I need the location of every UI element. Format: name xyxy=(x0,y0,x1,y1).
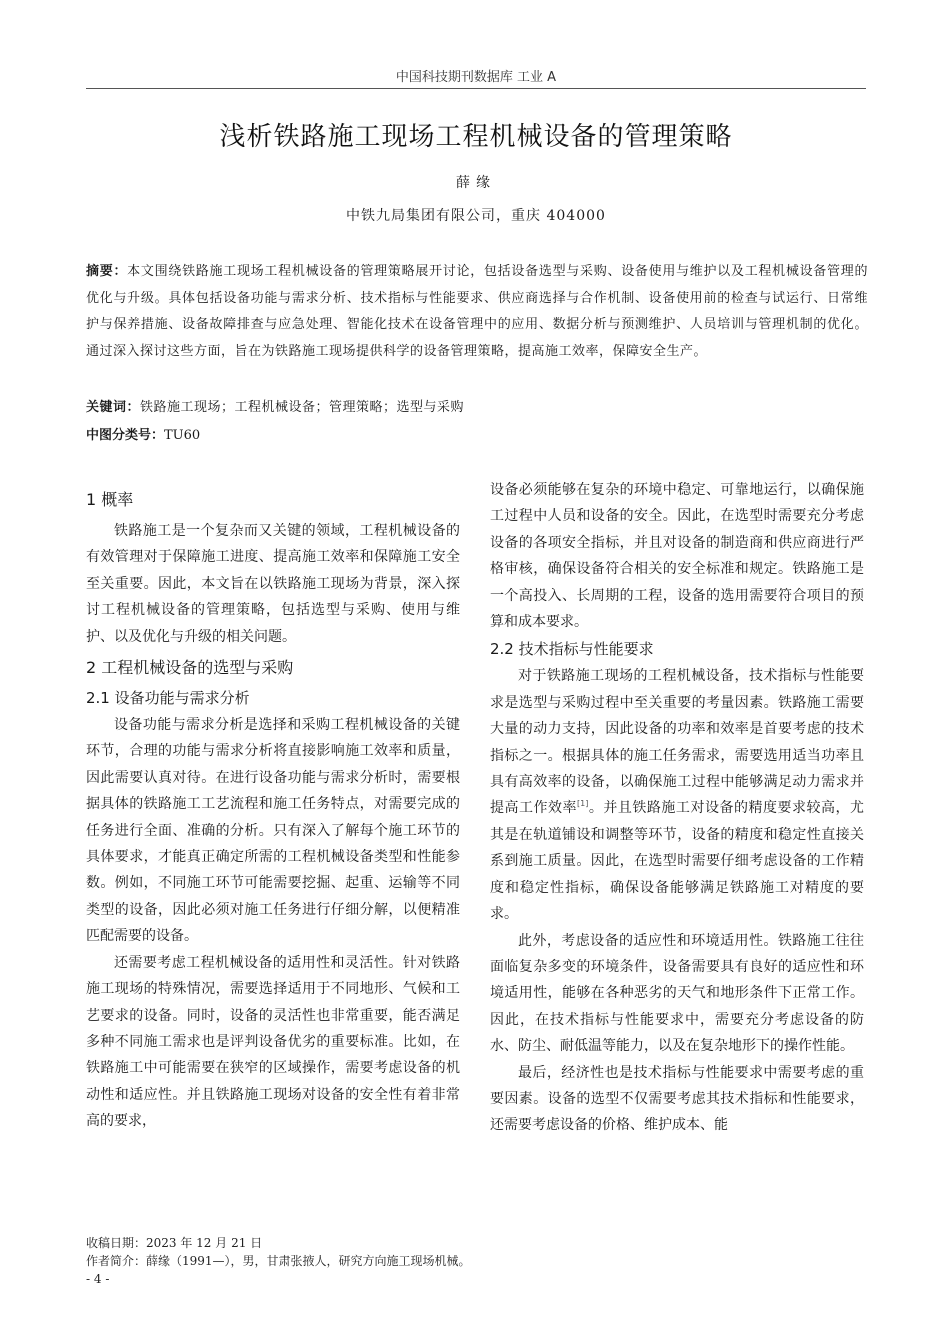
classification-label: 中图分类号： xyxy=(86,428,165,443)
received-date: 收稿日期：2023 年 12 月 21 日 xyxy=(86,1236,263,1250)
section-2-2-heading: 2.2 技术指标与性能要求 xyxy=(490,640,654,659)
continued-paragraph: 设备必须能够在复杂的环境中稳定、可靠地运行，以确保施工过程中人员和设备的安全。因此，在选型时需要充分考虑设备的各项安全指标，并且对设备的制造商和供应商进行严格审核，确保设备符合相关的安全标准和规定。铁路施工是一个高投入、长周期的工程，设备的选用需要符合项目的预算和成本要求。 xyxy=(490,482,864,631)
section-1-heading: 1 概率 xyxy=(86,490,134,509)
keywords-label: 关键词： xyxy=(86,400,141,415)
section-2-1-heading: 2.1 设备功能与需求分析 xyxy=(86,689,250,708)
classification xyxy=(86,424,868,443)
citation-1[interactable]: [1] xyxy=(577,799,589,809)
abstract-text: 本文围绕铁路施工现场工程机械设备的管理策略展开讨论，包括设备选型与采购、设备使用与维护以及工程机械设备管理的优化与升级。具体包括设备功能与需求分析、技术指标与性能要求、供应商选择与合作机制、设备使用前的检查与试运行、日常维护与保养措施、设备故障排查与应急处理、智能化技术在设备管理中的应用、数据分析与预测维护、人员培训与管理机制的优化。通过深入探讨这些方面，旨在为铁路施工现场提供科学的设备管理策略，提高施工效率，保障安全生产。 xyxy=(86,264,868,359)
left-column xyxy=(86,482,460,1135)
page-number: - 4 - xyxy=(86,1272,110,1286)
section-1-paragraph: 铁路施工是一个复杂而又关键的领域，工程机械设备的有效管理对于保障施工进度、提高施工效率和保障施工安全至关重要。因此，本文旨在以铁路施工现场为背景，深入探讨工程机械设备的管理策略，包括选型与采购、使用与维护、以及优化与升级的相关问题。 xyxy=(86,523,460,645)
section-2-2-paragraph-3: 最后，经济性也是技术指标与性能要求中需要考虑的重要因素。设备的选型不仅需要考虑其技术指标和性能要求，还需要考虑设备的价格、维护成本、能 xyxy=(490,1064,864,1134)
author-name: 薛缘 xyxy=(456,175,496,191)
abstract-label: 摘要： xyxy=(86,264,128,279)
section-2-2-paragraph-1 xyxy=(490,663,864,927)
header-rule xyxy=(86,88,866,89)
author-bio: 作者简介：薛缘（1991—），男，甘肃张掖人，研究方向施工现场机械。 xyxy=(86,1254,471,1268)
section-2-heading: 2 工程机械设备的选型与采购 xyxy=(86,658,294,678)
author-affiliation: 中铁九局集团有限公司，重庆 404000 xyxy=(346,208,606,224)
paper-title: 浅析铁路施工现场工程机械设备的管理策略 xyxy=(219,122,733,152)
section-2-1-paragraph-1: 设备功能与需求分析是选择和采购工程机械设备的关键环节，合理的功能与需求分析将直接影响施工效率和质量，因此需要认真对待。在进行设备功能与需求分析时，需要根据具体的铁路施工工艺流程和施工任务特点，对需要完成的任务进行全面、准确的分析。只有深入了解每个施工环节的具体要求，才能真正确定所需的工程机械设备类型和性能参数。例如，不同施工环节可能需要挖掘、起重、运输等不同类型的设备，因此必须对施工任务进行仔细分解，以便精准匹配需要的设备。 xyxy=(86,717,460,945)
right-column xyxy=(490,477,864,1139)
section-2-2-text-a: 对于铁路施工现场的工程机械设备，技术指标与性能要求是选型与采购过程中至关重要的考量因素。铁路施工需要大量的动力支持，因此设备的功率和效率是首要考虑的技术指标之一。根据具体的施工任务需求，需要选用适当功率且具有高效率的设备，以确保施工过程中能够满足动力需求并提高工作效率 xyxy=(490,668,864,817)
keywords xyxy=(86,396,868,415)
section-2-2-paragraph-2: 此外，考虑设备的适应性和环境适用性。铁路施工往往面临复杂多变的环境条件，设备需要具有良好的适应性和环境适用性，能够在各种恶劣的天气和地形条件下正常工作。因此，在技术指标与性能要求中，需要充分考虑设备的防水、防尘、耐低温等能力，以及在复杂地形下的操作性能。 xyxy=(490,932,864,1055)
keywords-text: 铁路施工现场；工程机械设备；管理策略；选型与采购 xyxy=(140,400,465,415)
section-2-2-text-b: 。并且铁路施工对设备的精度要求较高，尤其是在轨道铺设和调整等环节，设备的精度和稳定性直接关系到施工质量。因此，在选型时需要仔细考虑设备的工作精度和稳定性指标，确保设备能够满足铁路施工对精度的要求。 xyxy=(490,800,865,923)
journal-header: 中国科技期刊数据库 工业 A xyxy=(395,70,557,85)
abstract xyxy=(86,259,868,365)
section-2-1-paragraph-2: 还需要考虑工程机械设备的适用性和灵活性。针对铁路施工现场的特殊情况，需要选择适用于不同地形、气候和工艺要求的设备。同时，设备的灵活性也非常重要，能否满足多种不同施工需求也是评判设备优劣的重要标准。比如，在铁路施工中可能需要在狭窄的区域操作，需要考虑设备的机动性和适应性。并且铁路施工现场对设备的安全性有着非常高的要求， xyxy=(86,954,460,1130)
classification-text: TU60 xyxy=(164,428,201,443)
